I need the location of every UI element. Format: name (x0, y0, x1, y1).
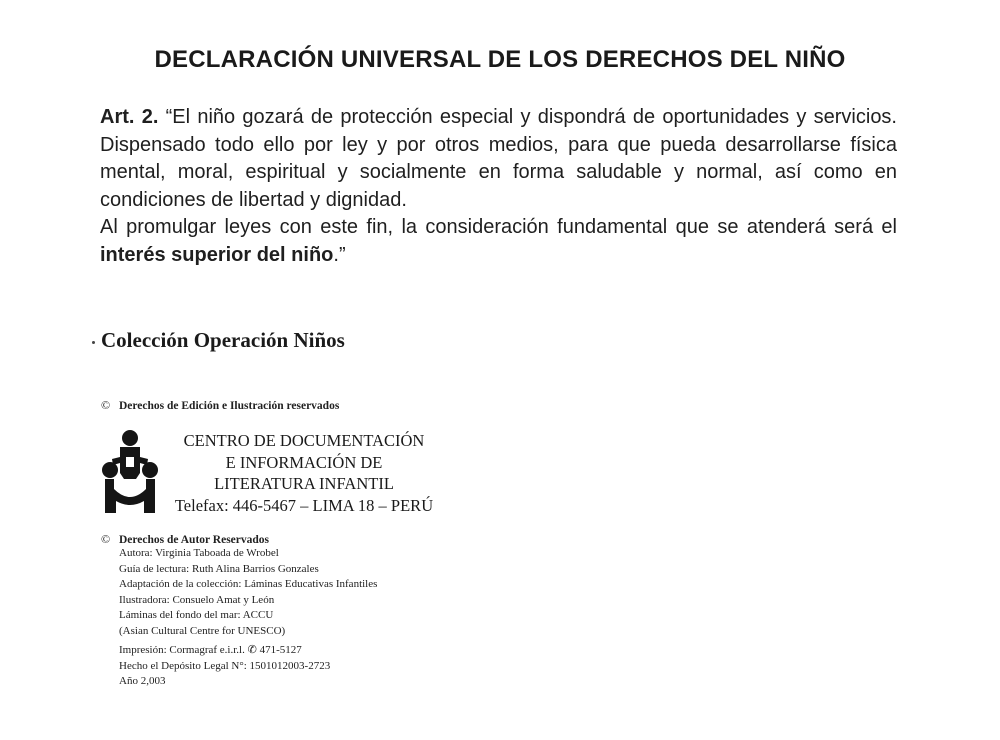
cedilij-logo-icon (100, 429, 160, 515)
article-paragraph-1 (100, 104, 897, 214)
article-label: Art. 2. (100, 106, 159, 128)
article-emphasis: interés superior del niño (100, 243, 334, 266)
article-text-end: .” (333, 243, 346, 266)
copyright-icon: © (101, 398, 111, 412)
edition-rights-text: Derechos de Edición e Ilustración reservados (119, 400, 340, 412)
printing-line: Impresión: Cormagraf e.i.r.l. ✆ 471-5127 (119, 644, 302, 656)
bullet-dot (92, 341, 95, 344)
article-text-2: Al promulgar leyes con este fin, la consideración fundamental que se atenderá será el (100, 216, 897, 238)
organization-line: CENTRO DE DOCUMENTACIÓN (183, 431, 425, 450)
credits-list (119, 546, 377, 640)
credit-line: Láminas del fondo del mar: ACCU (119, 609, 274, 622)
legal-deposit-line: Hecho el Depósito Legal N°: 1501012003-2723 (119, 659, 331, 672)
article-paragraph-2 (100, 214, 897, 269)
credit-line: Autora: Virginia Taboada de Wrobel (119, 547, 279, 559)
organization-contact: Telefax: 446-5467 – LIMA 18 – PERÚ (174, 495, 434, 515)
credit-line: Adaptación de la colección: Láminas Educativas Infantiles (119, 578, 378, 591)
credit-line: (Asian Cultural Centre for UNESCO) (119, 624, 286, 637)
article-2 (100, 104, 897, 269)
article-text-1: “El niño gozará de protección especial y dispondrá de oportunidades y servicios. Dispensado todo ello por ley y por otros medios, para que pueda desarrollarse física mental, moral, espiritual y socialmente en forma saludable y normal, así como en condiciones de libertad y dignidad. (100, 106, 897, 211)
printing-info (119, 643, 330, 690)
credit-line: Ilustradora: Consuelo Amat y León (119, 593, 275, 606)
copyright-icon: © (101, 532, 111, 546)
year-line: Año 2,003 (119, 675, 166, 688)
author-rights (101, 532, 269, 547)
credit-line: Guía de lectura: Ruth Alina Barrios Gonzales (119, 562, 319, 575)
organization-line: LITERATURA INFANTIL (214, 474, 394, 493)
organization-line: E INFORMACIÓN DE (225, 452, 383, 472)
organization-block (166, 430, 442, 516)
page-title: DECLARACIÓN UNIVERSAL DE LOS DERECHOS DEL NIÑO (154, 46, 846, 73)
edition-rights (101, 398, 339, 413)
collection-title: Colección Operación Niños (101, 328, 345, 352)
author-rights-text: Derechos de Autor Reservados (119, 534, 270, 546)
